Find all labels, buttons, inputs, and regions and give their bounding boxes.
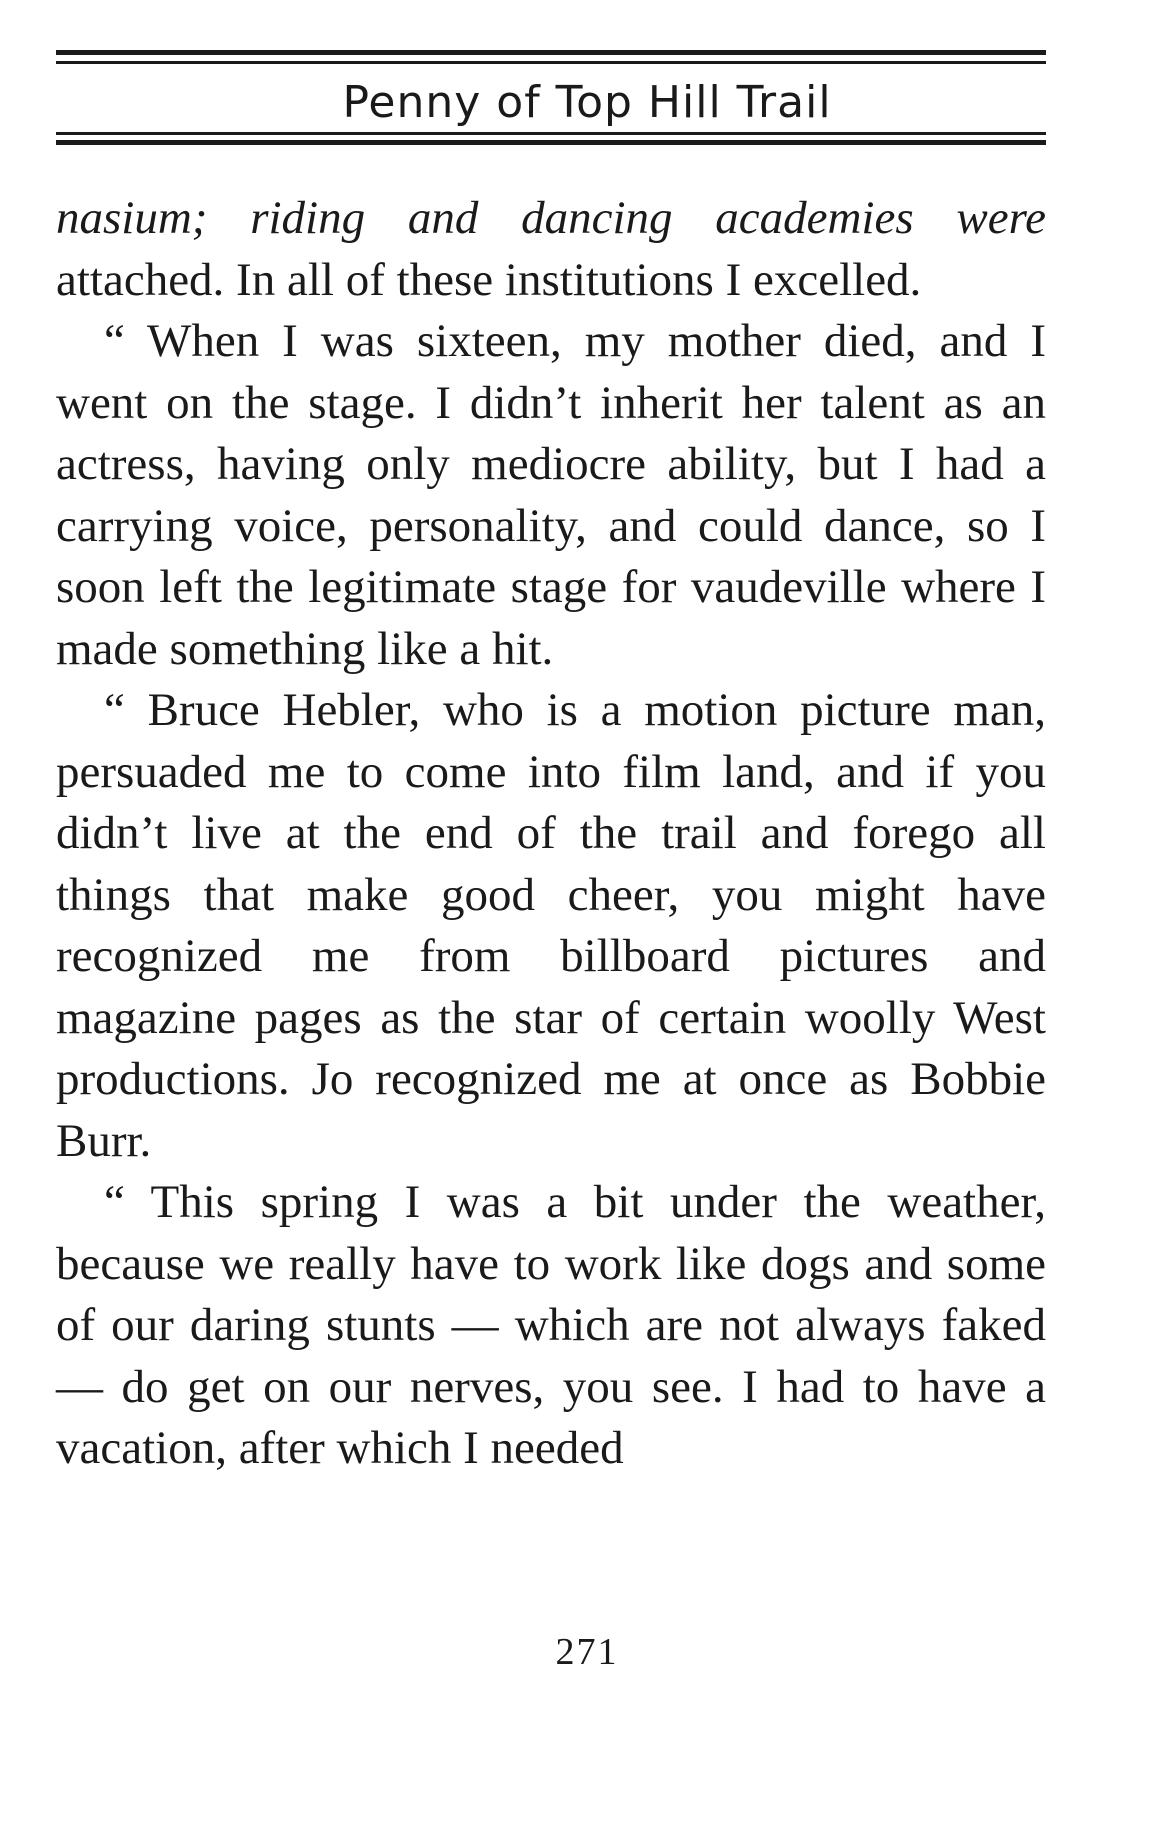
paragraph-1-text: attached. In all of these institutions I excelled. (56, 253, 922, 306)
body-text (56, 188, 1046, 1480)
page-number: 271 (555, 1631, 619, 1673)
paragraph-3: “ Bruce Hebler, who is a motion picture man, persuaded me to come into film land, and if you didn’t live at the end of the trail and forego all things that make good cheer, you might have recognized me from billboard pictures and magazine pages as the star of certain woolly West productions. Jo recognized me at once as Bobbie Burr. (56, 684, 1046, 1167)
header-rule-top-thin (56, 61, 1046, 64)
paragraph-4: “ This spring I was a bit under the weather, because we really have to work like dogs and some of our daring stunts — which are not always faked — do get on our nerves, you see. I had to have a vacation, after which I needed (56, 1176, 1046, 1474)
header-rule-bottom-thick (56, 140, 1046, 145)
running-title: Penny of Top Hill Trail (342, 77, 832, 128)
header-rule-top-thick (56, 50, 1046, 55)
paragraph-1 (56, 188, 1046, 311)
paragraph-1-italic-lead: nasium; riding and dancing academies were (56, 192, 1046, 244)
header-rule-bottom-thin (56, 132, 1046, 135)
paragraph-2: “ When I was sixteen, my mother died, and I went on the stage. I didn’t inherit her talent as an actress, having only mediocre ability, but I had a carrying voice, personality, and could dance, so I soon left the legitimate stage for vaudeville where I made something like a hit. (56, 315, 1046, 675)
